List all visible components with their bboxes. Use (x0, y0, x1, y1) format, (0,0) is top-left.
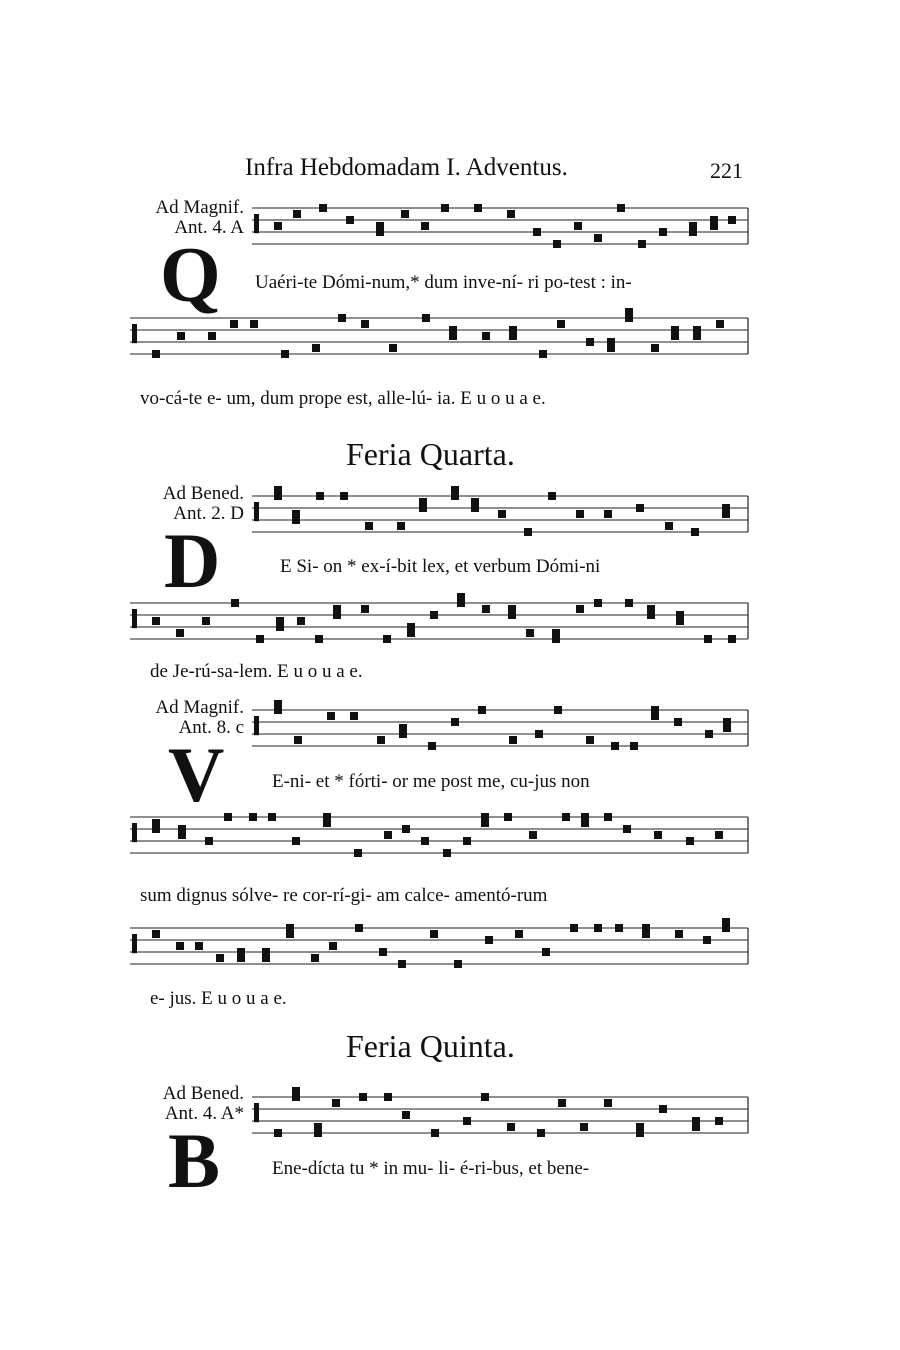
neume-icon (689, 222, 697, 230)
neume-icon (332, 1099, 340, 1107)
office-label: Ad Bened. (162, 1083, 244, 1104)
neume-icon (384, 1093, 392, 1101)
neume-icon (449, 326, 457, 334)
neume-icon (604, 813, 612, 821)
staff-system (252, 204, 748, 248)
initial-letter: Q (160, 231, 221, 318)
neume-icon (329, 942, 337, 950)
initial-letter: B (168, 1117, 221, 1204)
neume-icon (728, 635, 736, 643)
lyrics-line: vo-cá-te e- um, dum prope est, alle-lú- ia. E u o u a e. (140, 388, 546, 409)
neume-icon (625, 599, 633, 607)
neume-icon (152, 819, 160, 827)
clef-icon (132, 823, 137, 842)
neume-icon (482, 605, 490, 613)
neume-icon (398, 960, 406, 968)
neume-icon (224, 813, 232, 821)
neume-icon (421, 837, 429, 845)
neume-icon (604, 510, 612, 518)
neume-icon (570, 924, 578, 932)
neume-icon (580, 1123, 588, 1131)
neume-icon (676, 611, 684, 619)
neume-icon (361, 605, 369, 613)
neume-icon (674, 718, 682, 726)
staff-system (252, 486, 748, 536)
neume-icon (553, 240, 561, 248)
lyrics-line: e- jus. E u o u a e. (150, 988, 287, 1009)
neume-icon (276, 617, 284, 625)
neume-icon (526, 629, 534, 637)
lyrics-line: sum dignus sólve- re cor-rí-gi- am calce- amentó-rum (140, 885, 548, 906)
neume-icon (716, 320, 724, 328)
neume-icon (617, 204, 625, 212)
mode-label: Ant. 2. D (173, 503, 244, 524)
neume-icon (256, 635, 264, 643)
neume-icon (428, 742, 436, 750)
neume-icon (407, 623, 415, 631)
neume-icon (323, 813, 331, 821)
neume-icon (691, 528, 699, 536)
neume-icon (178, 825, 186, 833)
neume-icon (723, 718, 731, 726)
neume-icon (379, 948, 387, 956)
neume-icon (703, 936, 711, 944)
lyrics-line: Ene-dícta tu * in mu- li- é-ri-bus, et bene- (272, 1158, 590, 1179)
lyrics-line: E Si- on * ex-í-bit lex, et verbum Dómi-ni (280, 556, 601, 577)
neume-icon (354, 849, 362, 857)
section-title: Feria Quinta. (346, 1028, 515, 1064)
neume-icon (508, 605, 516, 613)
neume-icon (535, 730, 543, 738)
neume-icon (176, 942, 184, 950)
initial-letter: D (164, 517, 221, 604)
neume-icon (636, 1123, 644, 1131)
neume-icon (594, 924, 602, 932)
neume-icon (671, 326, 679, 334)
neume-icon (293, 210, 301, 218)
clef-icon (132, 324, 137, 343)
neume-icon (548, 492, 556, 500)
neume-icon (312, 344, 320, 352)
neume-icon (594, 599, 602, 607)
neume-icon (623, 825, 631, 833)
neume-icon (350, 712, 358, 720)
neume-icon (274, 700, 282, 708)
neume-icon (647, 605, 655, 613)
neume-icon (625, 308, 633, 316)
mode-label: Ant. 4. A (174, 217, 244, 238)
staff-system (130, 308, 748, 358)
neume-icon (195, 942, 203, 950)
neume-icon (268, 813, 276, 821)
staff-system (130, 918, 748, 968)
mode-label: Ant. 8. c (178, 717, 244, 738)
neume-icon (576, 605, 584, 613)
neume-icon (693, 326, 701, 334)
neume-icon (576, 510, 584, 518)
neume-icon (430, 930, 438, 938)
neume-icon (292, 1087, 300, 1095)
neume-icon (562, 813, 570, 821)
neume-icon (651, 344, 659, 352)
neume-icon (594, 234, 602, 242)
neume-icon (281, 350, 289, 358)
neume-icon (377, 736, 385, 744)
neume-icon (355, 924, 363, 932)
neume-icon (152, 930, 160, 938)
neume-icon (574, 222, 582, 230)
clef-icon (254, 716, 259, 735)
neume-icon (292, 510, 300, 518)
neume-icon (659, 1105, 667, 1113)
neume-icon (454, 960, 462, 968)
neume-icon (463, 837, 471, 845)
neume-icon (152, 350, 160, 358)
clef-icon (254, 1103, 259, 1122)
neume-icon (482, 332, 490, 340)
neume-icon (294, 736, 302, 744)
neume-icon (216, 954, 224, 962)
neume-icon (509, 326, 517, 334)
neume-icon (654, 831, 662, 839)
neume-icon (274, 222, 282, 230)
office-label: Ad Magnif. (155, 197, 244, 218)
neume-icon (722, 918, 730, 926)
clef-icon (254, 502, 259, 521)
neume-icon (675, 930, 683, 938)
neume-icon (498, 510, 506, 518)
neume-icon (365, 522, 373, 530)
neume-icon (481, 1093, 489, 1101)
neume-icon (507, 1123, 515, 1131)
neume-icon (558, 1099, 566, 1107)
neume-icon (208, 332, 216, 340)
office-label: Ad Magnif. (155, 697, 244, 718)
office-label: Ad Bened. (162, 483, 244, 504)
neume-icon (463, 1117, 471, 1125)
neume-icon (542, 948, 550, 956)
neume-icon (630, 742, 638, 750)
running-head: Infra Hebdomadam I. Adventus. (245, 154, 568, 181)
neume-icon (316, 492, 324, 500)
mode-label: Ant. 4. A* (164, 1103, 244, 1124)
neume-icon (346, 216, 354, 224)
neume-icon (539, 350, 547, 358)
neume-icon (586, 736, 594, 744)
neume-icon (230, 320, 238, 328)
neume-icon (704, 635, 712, 643)
neume-icon (451, 486, 459, 494)
neume-icon (441, 204, 449, 212)
neume-icon (262, 948, 270, 956)
neume-icon (231, 599, 239, 607)
initial-letter: V (168, 731, 225, 818)
clef-icon (132, 934, 137, 953)
neume-icon (537, 1129, 545, 1137)
neume-icon (728, 216, 736, 224)
neume-icon (274, 486, 282, 494)
neume-icon (338, 314, 346, 322)
neume-icon (399, 724, 407, 732)
neume-icon (431, 1129, 439, 1137)
neume-icon (507, 210, 515, 218)
neume-icon (422, 314, 430, 322)
neume-icon (311, 954, 319, 962)
neume-icon (686, 837, 694, 845)
neume-icon (611, 742, 619, 750)
clef-icon (132, 609, 137, 628)
neume-icon (292, 837, 300, 845)
neume-icon (451, 718, 459, 726)
staff-system (252, 700, 748, 750)
neume-icon (443, 849, 451, 857)
neume-icon (665, 522, 673, 530)
neume-icon (554, 706, 562, 714)
neume-icon (327, 712, 335, 720)
neume-icon (586, 338, 594, 346)
neume-icon (249, 813, 257, 821)
staff-system (252, 1087, 748, 1137)
neume-icon (315, 635, 323, 643)
neume-icon (478, 706, 486, 714)
lyrics-line: E-ni- et * fórti- or me post me, cu-jus non (272, 771, 590, 792)
neume-icon (389, 344, 397, 352)
neume-icon (340, 492, 348, 500)
neume-icon (715, 831, 723, 839)
neume-icon (705, 730, 713, 738)
neume-icon (604, 1099, 612, 1107)
neume-icon (202, 617, 210, 625)
neume-icon (250, 320, 258, 328)
neume-icon (651, 706, 659, 714)
neume-icon (615, 924, 623, 932)
neume-icon (333, 605, 341, 613)
neume-icon (474, 204, 482, 212)
neume-icon (402, 1111, 410, 1119)
neume-icon (715, 1117, 723, 1125)
page-number: 221 (710, 158, 743, 183)
neume-icon (533, 228, 541, 236)
neume-icon (177, 332, 185, 340)
neume-icon (152, 617, 160, 625)
staff-system (130, 593, 748, 643)
neume-icon (581, 813, 589, 821)
neume-icon (419, 498, 427, 506)
neume-icon (176, 629, 184, 637)
neume-icon (722, 504, 730, 512)
neume-icon (515, 930, 523, 938)
neume-icon (286, 924, 294, 932)
neume-icon (504, 813, 512, 821)
neume-icon (638, 240, 646, 248)
neume-icon (384, 831, 392, 839)
section-title: Feria Quarta. (346, 436, 515, 472)
neume-icon (430, 611, 438, 619)
neume-icon (397, 522, 405, 530)
neume-icon (383, 635, 391, 643)
neume-icon (710, 216, 718, 224)
neume-icon (557, 320, 565, 328)
neume-icon (642, 924, 650, 932)
neume-icon (314, 1123, 322, 1131)
neume-icon (237, 948, 245, 956)
neume-icon (692, 1117, 700, 1125)
neume-icon (471, 498, 479, 506)
neume-icon (659, 228, 667, 236)
neume-icon (509, 736, 517, 744)
neume-icon (297, 617, 305, 625)
lyrics-line: de Je-rú-sa-lem. E u o u a e. (150, 661, 363, 682)
neume-icon (361, 320, 369, 328)
lyrics-line: Uaéri-te Dómi-num,* dum inve-ní- ri po-test : in- (255, 272, 632, 293)
neume-icon (552, 629, 560, 637)
neume-icon (376, 222, 384, 230)
neume-icon (457, 593, 465, 601)
neume-icon (274, 1129, 282, 1137)
neume-icon (319, 204, 327, 212)
neume-icon (524, 528, 532, 536)
neume-icon (401, 210, 409, 218)
neume-icon (205, 837, 213, 845)
neume-icon (481, 813, 489, 821)
clef-icon (254, 214, 259, 233)
neume-icon (421, 222, 429, 230)
neume-icon (529, 831, 537, 839)
neume-icon (485, 936, 493, 944)
neume-icon (402, 825, 410, 833)
neume-icon (359, 1093, 367, 1101)
neume-icon (636, 504, 644, 512)
neume-icon (607, 338, 615, 346)
staff-system (130, 813, 748, 857)
